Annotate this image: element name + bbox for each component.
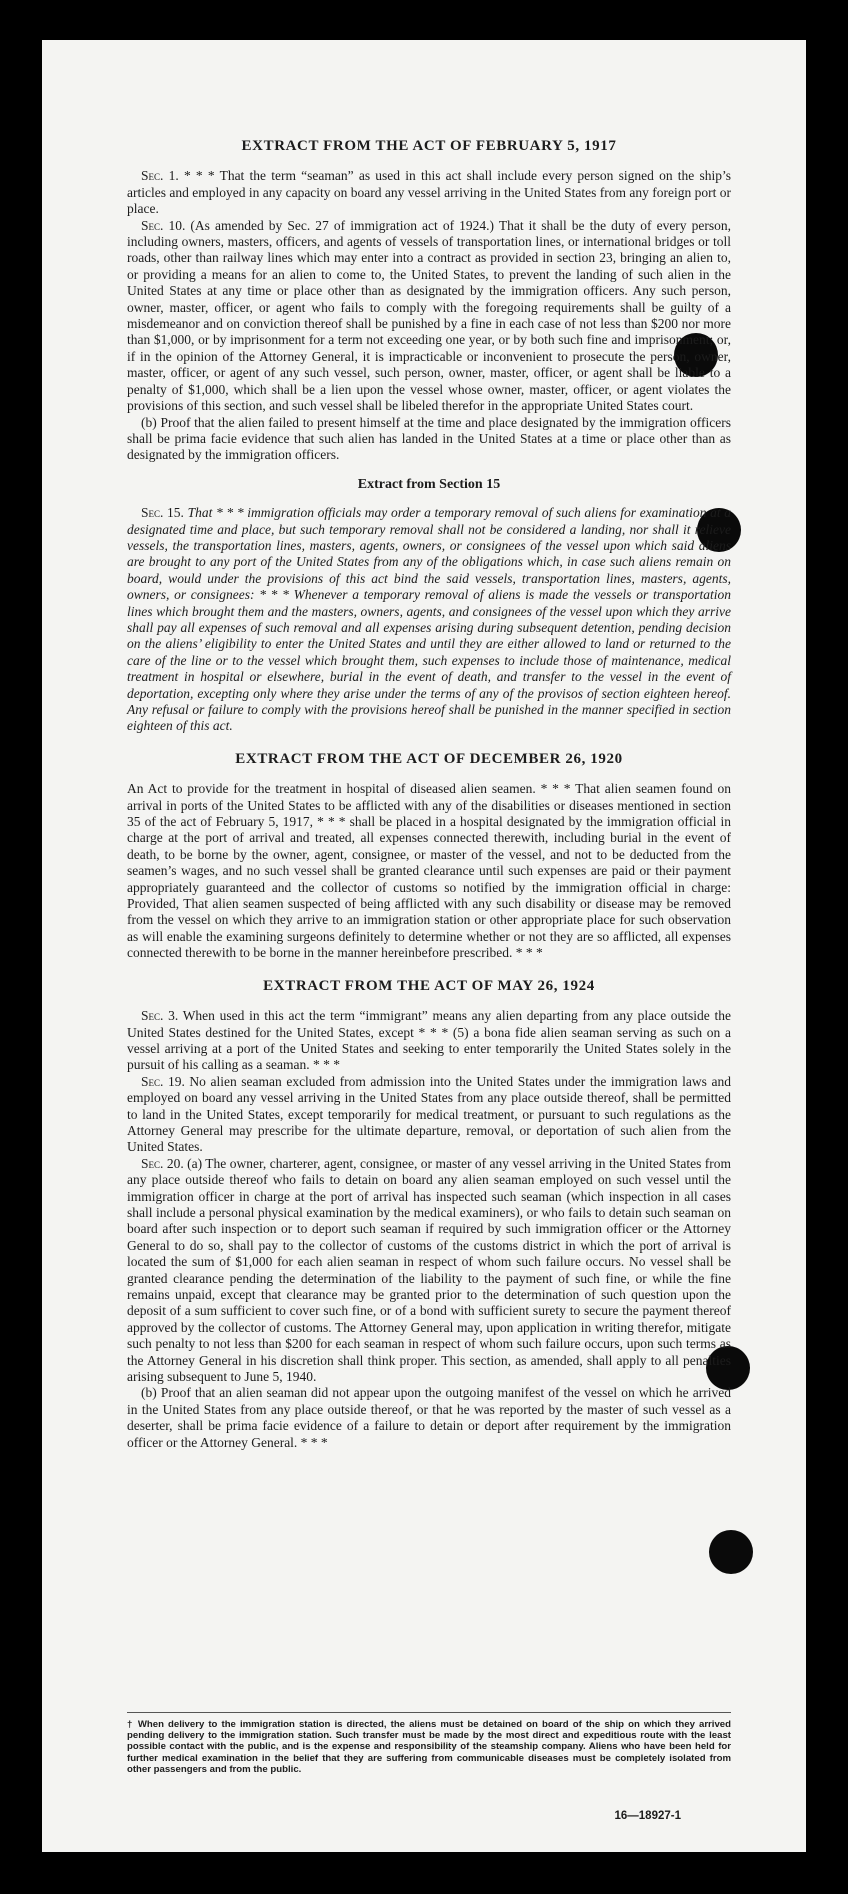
sec-20b-paragraph: (b) Proof that an alien seaman did not appear upon the outgoing manifest of the vessel on which he arrived in the United States from any place outside thereof, or that he was reported by the master of such vessel as a deserter, shall be prima facie evidence of a failure to detain or deport after requirement by the immigration officer or the Attorney General. * * * [127,1385,731,1450]
sec-3-paragraph: Sec. 3. When used in this act the term “immigrant” means any alien departing from any place outside the United States destined for the United States, except * * * (5) a bona fide alien seaman serving as such on a vessel arriving at a port of the United States and seeking to enter temporarily the United States solely in the pursuit of his calling as a seaman. * * * [127,1008,731,1073]
sec-10-paragraph: Sec. 10. (As amended by Sec. 27 of immigration act of 1924.) That it shall be the duty of every person, including owners, masters, officers, and agents of vessels of transportation lines, or international bridges or toll roads, other than railway lines which may enter into a contract as provided in section 23, bringing an alien to, or providing a means for an alien to come to, the United States, to prevent the landing of such alien in the United States at any time or place other than as designated by the immigration officers. Any such person, owner, master, officer, or agent who fails to comply with the foregoing requirements shall be guilty of a misdemeanor and on conviction thereof shall be punished by a fine in each case of not less than $200 nor more than $1,000, or by imprisonment for a term not exceeding one year, or by both such fine and imprisonment; or, if in the opinion of the Attorney General, it is impracticable or inconvenient to prosecute the person, owner, master, officer, or agent of any such vessel, such person, owner, master, officer, or agent shall be liable to a penalty of $1,000, which shall be a lien upon the vessel whose owner, master, officer, or agent violates the provisions of this section, and such vessel shall be libeled therefor in the appropriate United States court. [127,217,731,414]
form-number: 16—18927-1 [614,1810,681,1822]
document-page [42,40,806,1852]
act-1920-paragraph: An Act to provide for the treatment in hospital of diseased alien seamen. * * * That alien seamen found on arrival in ports of the United States to be afflicted with any of the disabilities or diseases mentioned in section 35 of the act of February 5, 1917, * * * shall be placed in a hospital designated by the immigration official in charge at the port of arrival and treated, all expenses connected therewith, including burial in the event of death, to be borne by the owner, agent, consignee, or master of the vessel, and not to be deducted from the seamen’s wages, and no such vessel shall be granted clearance until such expenses are paid or their payment appropriately guaranteed and the collector of customs so notified by the immigration official in charge: Provided, That alien seamen suspected of being afflicted with any such disability or disease may be removed from the vessel on which they arrive to an immigration station or other appropriate place for such observation as will enable the examining surgeons definitely to determine whether or not they are so afflicted, all expenses connected therewith to be borne in the manner hereinbefore prescribed. * * * [127,781,731,961]
sec-1-paragraph: Sec. 1. * * * That the term “seaman” as used in this act shall include every person signed on the ship’s articles and employed in any capacity on board any vessel arriving in the United States from any foreign port or place. [127,168,732,217]
sec-19-paragraph: Sec. 19. No alien seaman excluded from admission into the United States under the immigration laws and employed on board any vessel arriving in the United States from any place outside thereof, shall be permitted to land in the United States, except temporarily for medical treatment, or pursuant to such regulations as the Attorney General may prescribe for the ultimate departure, removal, or deportation of such alien from the United States. [127,1073,731,1155]
heading-act-1917: EXTRACT FROM THE ACT OF FEBRUARY 5, 1917 [241,138,617,154]
heading-act-1920: EXTRACT FROM THE ACT OF DECEMBER 26, 1920 [235,750,623,767]
footnote: † When delivery to the immigration station is directed, the aliens must be detained on board of the ship on which they arrived pending delivery to the immigration station. Such transfer must be made by the most direct and expeditious route with the least possible contact with the public, and is the expense and responsibility of the steamship company. Aliens who have been held for further medical examination in the belief that they are suffering from communicable diseases must be completely isolated from other passengers and from the public. [127,1712,731,1775]
sec-15-paragraph: Sec. 15. That * * * immigration officials may order a temporary removal of such aliens for examination at a designated time and place, but such temporary removal shall not be considered a landing, nor shall it relieve vessels, the transportation lines, masters, agents, owners, or consignees of the vessel upon which said aliens are brought to any port of the United States from any of the obligations which, in case such aliens remain on board, would under the provisions of this act bind the said vessels, transportation lines, masters, agents, owners, or consignees: * * * Whenever a temporary removal of aliens is made the vessels or transportation lines which brought them and the masters, owners, agents, and consignees of the vessel upon which they arrive shall pay all expenses of such removal and all expenses arising during subsequent detention, pending decision on the aliens’ eligibility to enter the United States and until they are either allowed to land or returned to the care of the line or to the vessel which brought them, such expenses to include those of maintenance, medical treatment in hospital or elsewhere, burial in the event of death, and transfer to the vessel in the event of deportation, excepting only where they arise under the terms of any of the provisos of section eighteen hereof. Any refusal or failure to comply with the provisions hereof shall be punished in the manner specified in section eighteen of this act. [127,505,732,734]
document-body [127,138,731,1451]
punch-hole [709,1530,753,1574]
heading-act-1924: EXTRACT FROM THE ACT OF MAY 26, 1924 [263,977,595,994]
sec-20-paragraph: Sec. 20. (a) The owner, charterer, agent, consignee, or master of any vessel arriving in the United States from any place outside thereof who fails to detain on board any alien seaman employed on such vessel until the immigration officer in charge at the port of arrival has inspected such seaman (which inspection in all cases shall include a personal physical examination by the medical examiners), or who fails to detain such seaman on board after such inspection or to deport such seaman if required by such immigration officer or the Attorney General to do so, shall pay to the collector of customs of the customs district in which the port of arrival is located the sum of $1,000 for each alien seaman in respect of whom such failure occurs. No vessel shall be granted clearance pending the determination of the liability to the payment of such fine, or while the fine remains unpaid, except that clearance may be granted prior to the determination of such question upon the deposit of a sum sufficient to cover such fine, or of a bond with sufficient surety to secure the payment thereof approved by the collector of customs. The Attorney General may, upon application in writing therefor, mitigate such penalty to not less than $200 for each seaman in respect of whom such failure occurs, upon such terms as the Attorney General in his discretion shall think proper. This section, as amended, shall apply to all penalties arising subsequent to June 5, 1940. [127,1155,732,1385]
sec-10b-paragraph: (b) Proof that the alien failed to present himself at the time and place designated by the immigration officers shall be prima facie evidence that such alien has landed in the United States at a time or place other than as designated by the immigration officers. [127,414,731,463]
heading-section-15: Extract from Section 15 [357,476,501,492]
